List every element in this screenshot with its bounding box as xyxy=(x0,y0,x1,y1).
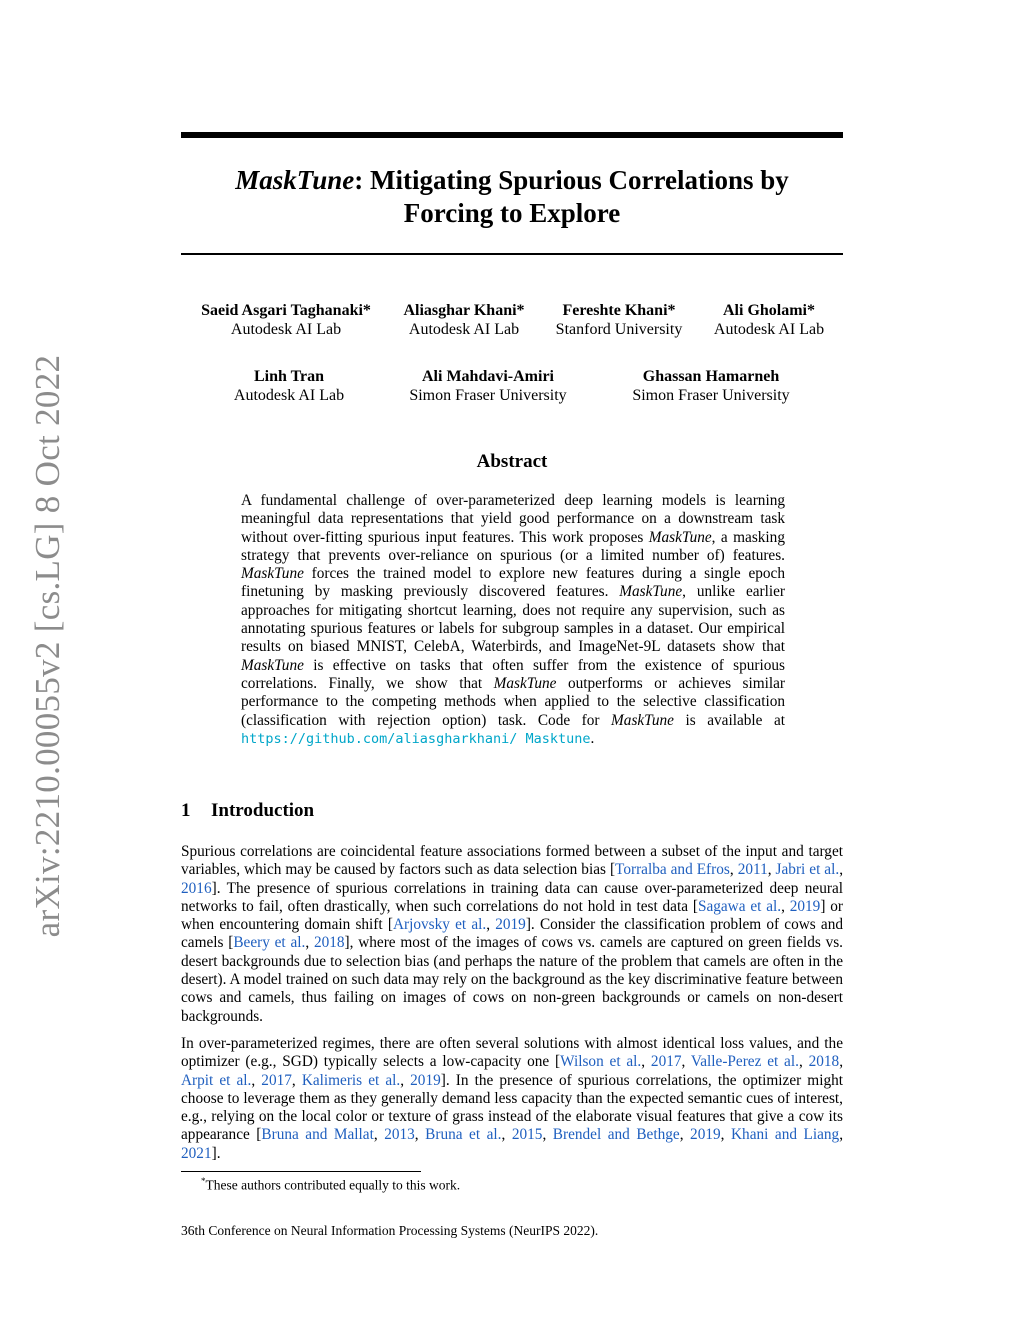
author-affiliation: Stanford University xyxy=(555,321,683,338)
author-name: Ghassan Hamarneh xyxy=(642,368,780,385)
citation-link[interactable]: Valle-Perez et al. xyxy=(690,1053,799,1071)
footnote-text: These authors contributed equally to this work. xyxy=(205,1177,461,1193)
title-bottom-rule xyxy=(181,253,843,255)
citation-link[interactable]: Bruna and Mallat xyxy=(261,1126,374,1144)
author-block xyxy=(556,301,683,339)
intro-paragraph-1: Spurious correlations are coincidental feature associations formed between a subset of the input and target variables, which may be caused by factors such as data selection bias [Torralba and Efros, 2011, Jabri et al., 2016]. The presence of spurious correlations in training data can cause over-parameterized deep neural networks to fail, often drastically, when such correlations do not hold in test data [Sagawa et al., 2019] or when encountering domain shift [Arjovsky et al., 2019]. Consider the classification problem of cows and camels [Beery et al., 2018], where most of the images of cows vs. camels are captured on green fields vs. desert backgrounds due to selection bias (and perhaps the nature of the problem that camels are often in the desert). A model trained on such data may rely on the background as the key discriminative feature between cows and camels, thus failing on images of cows on non-green backgrounds or camels on non-desert backgrounds. xyxy=(181,843,844,1025)
author-affiliation: Autodesk AI Lab xyxy=(408,321,520,338)
author-affiliation: Autodesk AI Lab xyxy=(713,321,825,338)
citation-link[interactable]: Jabri et al. xyxy=(775,861,840,879)
author-block xyxy=(714,301,824,339)
citation-link[interactable]: 2019 xyxy=(495,916,526,934)
section-number: 1 xyxy=(181,800,191,821)
citation-link[interactable]: Wilson et al. xyxy=(560,1053,642,1071)
author-name: Saeid Asgari Taghanaki* xyxy=(201,302,371,319)
citation-link[interactable]: 2021 xyxy=(181,1144,212,1162)
author-affiliation: Simon Fraser University xyxy=(632,387,790,404)
author-name: Ali Mahdavi-Amiri xyxy=(421,368,554,385)
author-affiliation: Autodesk AI Lab xyxy=(233,387,345,404)
citation-link[interactable]: Arpit et al. xyxy=(181,1071,252,1089)
citation-link[interactable]: Torralba and Efros xyxy=(615,861,730,879)
footnote xyxy=(201,1176,460,1194)
citation-link[interactable]: 2018 xyxy=(808,1053,840,1071)
citation-link[interactable]: Brendel and Bethge xyxy=(552,1126,680,1144)
code-link[interactable]: https://github.com/aliasgharkhani/ Masktune xyxy=(241,730,591,747)
footnote-mark: * xyxy=(201,1176,206,1186)
author-block xyxy=(234,367,344,405)
paper-title xyxy=(181,164,843,230)
footnote-rule xyxy=(181,1171,421,1172)
arxiv-stamp: arXiv:2210.00055v2 [cs.LG] 8 Oct 2022 xyxy=(28,354,67,938)
citation-link[interactable]: Bruna et al. xyxy=(425,1126,502,1144)
author-affiliation: Simon Fraser University xyxy=(409,387,567,404)
title-rest: : Mitigating Spurious Correlations by xyxy=(354,165,789,195)
citation-link[interactable]: Beery et al. xyxy=(233,934,306,952)
author-name: Aliasghar Khani* xyxy=(403,302,525,319)
section-heading xyxy=(181,800,314,822)
citation-link[interactable]: 2017 xyxy=(261,1071,292,1089)
venue-line: 36th Conference on Neural Information Processing Systems (NeurIPS 2022). xyxy=(181,1223,599,1238)
author-block xyxy=(403,301,524,339)
author-name: Linh Tran xyxy=(253,368,325,385)
author-block xyxy=(409,367,566,405)
citation-link[interactable]: 2019 xyxy=(410,1071,441,1089)
citation-link[interactable]: 2011 xyxy=(737,861,768,879)
section-title: Introduction xyxy=(211,800,315,821)
citation-link[interactable]: 2019 xyxy=(789,897,821,915)
citation-link[interactable]: 2017 xyxy=(650,1053,682,1071)
citation-link[interactable]: 2018 xyxy=(313,934,345,952)
citation-link[interactable]: Khani and Liang xyxy=(731,1126,840,1144)
citation-link[interactable]: Kalimeris et al. xyxy=(301,1071,401,1089)
intro-paragraph-2: In over-parameterized regimes, there are often several solutions with almost identical loss values, and the optimizer (e.g., SGD) typically selects a low-capacity one [Wilson et al., 2017, Valle-Perez et al., 2018, Arpit et al., 2017, Kalimeris et al., 2019]. In the presence of spurious correlations, the optimizer might choose to leverage them as they generally demand less capacity than the expected semantic cues of interest, e.g., relying on the local color or texture of grass instead of the elaborate visual features that give a cow its appearance [Bruna and Mallat, 2013, Bruna et al., 2015, Brendel and Bethge, 2019, Khani and Liang, 2021]. xyxy=(181,1035,844,1162)
citation-link[interactable]: Sagawa et al. xyxy=(697,897,782,915)
author-name: Ali Gholami* xyxy=(722,302,816,319)
author-block xyxy=(201,301,371,339)
citation-link[interactable]: 2019 xyxy=(690,1126,721,1144)
abstract-heading: Abstract xyxy=(476,451,548,472)
citation-link[interactable]: 2013 xyxy=(384,1126,415,1144)
citation-link[interactable]: 2015 xyxy=(511,1126,543,1144)
title-italic: MaskTune xyxy=(235,165,355,195)
author-affiliation: Autodesk AI Lab xyxy=(230,321,342,338)
citation-link[interactable]: Arjovsky et al. xyxy=(392,916,487,934)
abstract-body: A fundamental challenge of over-parameterized deep learning models is learning meaningful data representations that yield good performance on a downstream task without over-fitting spurious input features. This work proposes MaskTune, a masking strategy that prevents over-reliance on spurious (or a limited number of) features. MaskTune forces the trained model to explore new features during a single epoch finetuning by masking previously discovered features. MaskTune, unlike earlier approaches for mitigating shortcut learning, does not require any supervision, such as annotating spurious features or labels for subgroup samples in a dataset. Our empirical results on biased MNIST, CelebA, Waterbirds, and ImageNet-9L datasets show that MaskTune is effective on tasks that often suffer from the existence of spurious correlations. Finally, we show that MaskTune outperforms or achieves similar performance to the competing methods when applied to the selective classification (classification with rejection option) task. Code for MaskTune is available at https://github.com/aliasgharkhani/ Masktune. xyxy=(241,492,785,747)
author-block xyxy=(632,367,789,405)
title-line2: Forcing to Explore xyxy=(403,198,621,228)
title-top-rule xyxy=(181,132,843,138)
author-name: Fereshte Khani* xyxy=(562,302,676,319)
citation-link[interactable]: 2016 xyxy=(181,879,212,897)
